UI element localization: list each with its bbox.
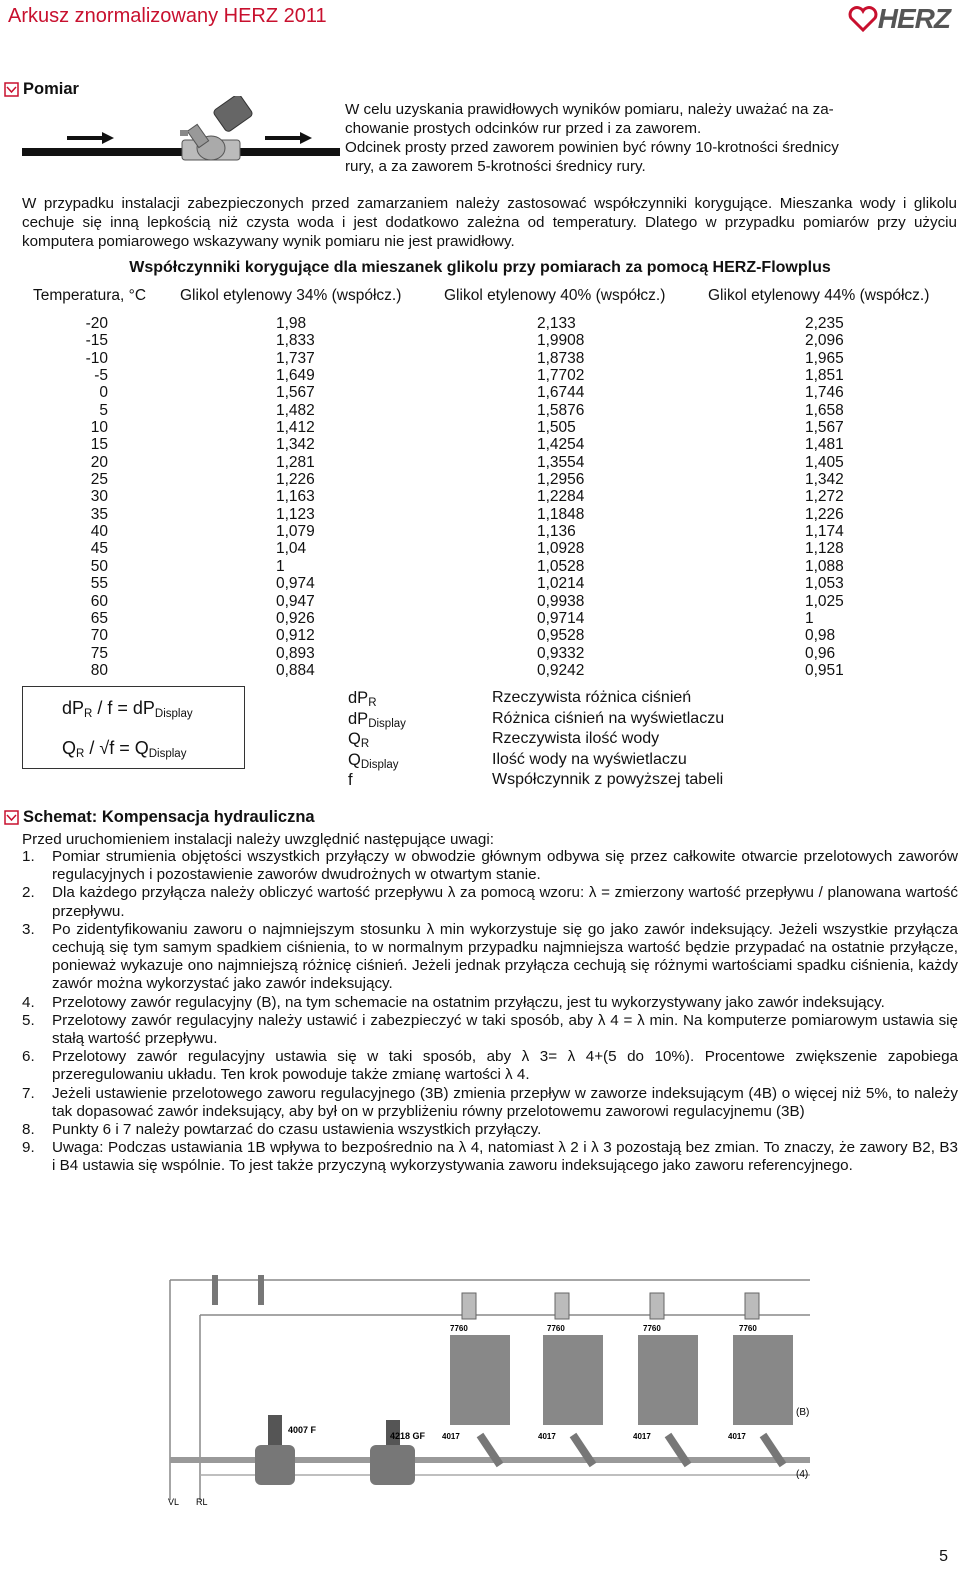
svg-text:7760: 7760: [547, 1324, 565, 1333]
label-rl: RL: [196, 1497, 208, 1507]
glycol34-cell: 1,123: [276, 505, 315, 523]
glycol40-cell: 1,5876: [537, 401, 585, 419]
list-item-text: Przelotowy zawór regulacyjny (B), na tym schemacie na ostatnim przyłączu, jest tu wykorzystywany jako zawór indeksujący.: [52, 993, 885, 1011]
temperature-cell: 75: [90, 644, 108, 662]
svg-text:7760: 7760: [450, 1324, 468, 1333]
glycol44-cell: 0,951: [805, 661, 844, 679]
temperature-cell: 80: [90, 661, 108, 679]
glycol34-cell: 0,974: [276, 575, 315, 593]
temperature-cell: 0: [99, 384, 108, 402]
list-item-text: Dla każdego przyłącza należy obliczyć wartość przepływu λ za pomocą wzoru: λ = zmierzony wartość przepływu / planowana wartość przepływu.: [52, 884, 958, 920]
glycol40-cell: 0,9242: [537, 661, 585, 679]
label-4: (4): [796, 1469, 809, 1480]
radiator-2: [538, 1293, 603, 1465]
radiator-4: [728, 1293, 793, 1465]
svg-text:4017: 4017: [442, 1432, 460, 1441]
legend-description: Współczynnik z powyższej tabeli: [492, 771, 724, 788]
list-item: [20, 1085, 958, 1121]
checkbox-icon: [4, 810, 19, 825]
list-item: [20, 1121, 958, 1139]
glycol34-cell: 1,04: [276, 540, 307, 558]
temperature-cell: 65: [90, 609, 108, 627]
temperature-cell: 15: [90, 436, 108, 454]
glycol34-cell: 1,342: [276, 436, 315, 454]
glycol44-cell: 2,235: [805, 315, 844, 332]
glycol34-cell: 0,893: [276, 644, 315, 662]
temperature-cell: 20: [90, 453, 108, 471]
glycol34-cell: 0,947: [276, 592, 315, 610]
list-item: [20, 1139, 958, 1175]
list-item-text: Punkty 6 i 7 należy powtarzać do czasu ustawienia wszystkich przyłączy.: [52, 1121, 542, 1139]
glycol40-cell: 1,1848: [537, 505, 585, 523]
glycol44-cell: 1,567: [805, 419, 844, 437]
glycol44-cell: 1,481: [805, 436, 844, 454]
glycol44-cell: 1,272: [805, 488, 844, 506]
glycol34-cell: 1,079: [276, 523, 315, 541]
col-header-temperature: Temperatura, °C: [33, 287, 147, 304]
legend-symbols: [348, 688, 406, 791]
glycol34-cell: 1,163: [276, 488, 315, 506]
formula-q: $Q_R / √f = Q_{Display}$: [62, 738, 187, 760]
temperature-cell: -15: [85, 332, 108, 350]
list-item: [20, 994, 958, 1012]
list-item: [20, 1048, 958, 1084]
glycol40-cell: 1,2284: [537, 488, 585, 506]
glycol40-cell: 1,8738: [537, 349, 585, 367]
section-heading-text: Schemat: Kompensacja hydrauliczna: [23, 808, 315, 826]
glycol-paragraph: W przypadku instalacji zabezpieczonych przed zamarzaniem należy zastosować współczynniki korygujące. Mieszanka wody i glikolu cechuje się inną lepkością niż czysta woda i jest dodatkowo zależna od temperatury. Dlatego w przypadku pomiarów przy użyciu komputera pomiarowego wskazywany wynik pomiaru nie jest prawidłowy.: [22, 195, 957, 250]
temperature-cell: 50: [90, 557, 108, 575]
glycol40-cell: 1,2956: [537, 471, 585, 489]
col-header-glycol44: Glikol etylenowy 44% (współcz.): [708, 287, 930, 304]
glycol44-cell: 1,088: [805, 557, 844, 575]
pipe-valve-illustration: [22, 96, 340, 180]
label-4218: 4218 GF: [390, 1431, 426, 1441]
list-item-number: 3.: [22, 920, 35, 938]
temperature-cell: 25: [90, 471, 108, 489]
legend-symbol: $dP_R$: [348, 689, 377, 709]
legend-description: Ilość wody na wyświetlaczu: [492, 750, 687, 768]
glycol34-cell: 1,281: [276, 453, 315, 471]
legend-symbol: $Q_R$: [348, 730, 370, 750]
legend-symbol: $Q_{Display}$: [348, 750, 399, 771]
glycol44-cell: 1,174: [805, 523, 844, 541]
list-item: [20, 1012, 958, 1048]
glycol34-cell: 1,412: [276, 419, 315, 437]
legend-descriptions: [492, 688, 724, 791]
column-glycol44: [805, 315, 844, 679]
list-item-text: Przelotowy zawór regulacyjny należy ustawić i zabezpieczyć w taki sposób, aby λ 4 = λ min. Na komputerze pomiarowym ustawia się stałą wartość przepływu.: [52, 1011, 958, 1048]
glycol40-cell: 0,9528: [537, 627, 585, 645]
list-item-text: Po zidentyfikowaniu zaworu o najmniejszym stosunku λ min wykorzystuje się go jako zawór indeksujący. Jeżeli wszystkie przyłącza cechują się tym samym spadkiem ciśnienia, to w normalnym przypadku najmniejsza wartość będzie przypadać na ostatnie przyłącze, ponieważ wykazuje ono najmniejszą różnicę ciśnień. Jeżeli jednak przyłącza cechują się różnymi wartościami spadku ciśnienia, każdy zawór można wykorzystać jako zawór indeksujący.: [52, 920, 958, 993]
svg-text:4017: 4017: [538, 1432, 556, 1441]
glycol34-cell: 1,649: [276, 367, 315, 385]
glycol34-cell: 0,884: [276, 661, 315, 679]
logo-text: HERZ: [877, 3, 950, 34]
label-vl: VL: [168, 1497, 180, 1507]
schemat-intro: Przed uruchomieniem instalacji należy uwzględnić następujące uwagi:: [22, 831, 494, 848]
svg-text:7760: 7760: [739, 1324, 757, 1333]
glycol40-cell: 1,9908: [537, 332, 585, 350]
document-title: Arkusz znormalizowany HERZ 2011: [8, 5, 327, 27]
glycol40-cell: 1,3554: [537, 453, 585, 471]
svg-text:7760: 7760: [643, 1324, 661, 1333]
glycol44-cell: 1,053: [805, 575, 844, 593]
glycol40-cell: 1,0928: [537, 540, 585, 558]
glycol40-cell: 1,505: [537, 419, 576, 437]
list-item-number: 8.: [22, 1121, 35, 1139]
col-header-glycol34: Glikol etylenowy 34% (współcz.): [180, 287, 402, 304]
temperature-cell: 10: [90, 419, 108, 437]
glycol44-cell: 1,405: [805, 453, 844, 471]
list-item-number: 5.: [22, 1011, 35, 1029]
list-item-number: 1.: [22, 848, 35, 865]
temperature-cell: -5: [94, 367, 108, 385]
section-heading-text: Pomiar: [23, 80, 79, 98]
glycol44-cell: 1,746: [805, 384, 844, 402]
list-item: [20, 884, 958, 920]
radiator-3: [633, 1293, 698, 1465]
glycol34-cell: 1,833: [276, 332, 315, 350]
temperature-cell: 5: [99, 401, 108, 419]
glycol34-cell: 0,926: [276, 609, 315, 627]
list-item-text: Uwaga: Podczas ustawiania 1B wpływa to bezpośrednio na λ 4, natomiast λ 2 i λ 3 pozostają bez zmian. To znaczy, że zawory B2, B3 i B4 ustawia się wspólnie. To jest także przyczyną wykorzystywania zaworu indeksującego jako zaworu referencyjnego.: [52, 1139, 958, 1175]
glycol34-cell: 1,98: [276, 315, 307, 332]
label-4007: 4007 F: [288, 1425, 317, 1435]
glycol44-cell: 1: [805, 609, 814, 627]
checkbox-icon: [4, 82, 19, 97]
glycol40-cell: 1,136: [537, 523, 576, 541]
heart-icon: [848, 6, 878, 32]
section-heading-schemat: [4, 808, 315, 827]
label-b: (B): [796, 1407, 810, 1418]
glycol44-cell: 0,98: [805, 627, 836, 645]
glycol44-cell: 1,226: [805, 505, 844, 523]
instruction-list: [20, 848, 958, 1176]
glycol44-cell: 2,096: [805, 332, 844, 350]
column-glycol40: [537, 315, 584, 679]
glycol40-cell: 2,133: [537, 315, 576, 332]
temperature-cell: 40: [90, 523, 108, 541]
list-item-text: Przelotowy zawór regulacyjny ustawia się w taki sposób, aby λ 3= λ 4+(5 do 10%). Procentowe zwiększenie zapobiega przeregulowaniu układu. Ten krok powoduje także zmianę wartości λ 4.: [52, 1048, 958, 1084]
list-item-number: 6.: [22, 1048, 35, 1066]
glycol40-cell: 1,6744: [537, 384, 585, 402]
glycol44-cell: 1,025: [805, 592, 844, 610]
glycol34-cell: 0,912: [276, 627, 315, 645]
glycol44-cell: 0,96: [805, 644, 836, 662]
legend-description: Różnica ciśnień na wyświetlaczu: [492, 709, 725, 727]
list-item-text: Pomiar strumienia objętości wszystkich przyłączy w obwodzie głównym odbywa się przez całkowite otwarcie przelotowych zaworów regulacyjnych i pozostawienie zaworów dwudrożnych w otwartym stanie.: [52, 848, 958, 884]
temperature-cell: 55: [90, 575, 108, 593]
glycol40-cell: 1,7702: [537, 367, 585, 385]
col-header-glycol40: Glikol etylenowy 40% (współcz.): [444, 287, 666, 304]
temperature-cell: 30: [90, 488, 108, 506]
legend-description: Rzeczywista różnica ciśnień: [492, 689, 692, 706]
glycol40-cell: 0,9332: [537, 644, 585, 662]
glycol40-cell: 1,0214: [537, 575, 585, 593]
glycol34-cell: 1,226: [276, 471, 315, 489]
glycol34-cell: 1,737: [276, 349, 315, 367]
table-title: Współczynniki korygujące dla mieszanek glikolu przy pomiarach za pomocą HERZ-Flowplus: [129, 259, 831, 276]
temperature-cell: 35: [90, 505, 108, 523]
glycol34-cell: 1,567: [276, 384, 315, 402]
temperature-cell: 70: [90, 627, 108, 645]
column-temperature: [20, 315, 108, 679]
page-number: 5: [939, 1548, 948, 1565]
list-item-text: Jeżeli ustawienie przelotowego zaworu regulacyjnego (3B) zmienia przepływ w zaworze indeksującym (4B) o więcej niż 5%, to należy tak dopasować zawór indeksujący, aby był on w przybliżeniu równy przelotowemu zaworowi regulacyjnemu (3B): [52, 1084, 958, 1120]
hydraulic-diagram: [150, 1275, 830, 1515]
glycol40-cell: 0,9938: [537, 592, 585, 610]
glycol34-cell: 1: [276, 557, 285, 575]
measurement-intro: W celu uzyskania prawidłowych wyników pomiaru, należy uważać na za- chowanie prostych odcinków rur przed i za zaworem. Odcinek prosty przed zaworem powinien być równy 10-krotności średnicy rury, a za zaworem 5-krotności średnicy rury.: [345, 101, 839, 175]
glycol44-cell: 1,128: [805, 540, 844, 558]
glycol34-cell: 1,482: [276, 401, 315, 419]
glycol44-cell: 1,851: [805, 367, 844, 385]
temperature-cell: 60: [90, 592, 108, 610]
column-glycol34: [276, 315, 315, 679]
temperature-cell: -10: [85, 349, 108, 367]
list-item: [20, 921, 958, 994]
glycol40-cell: 1,4254: [537, 436, 585, 454]
formula-dp: $dP_R / f = dP_{Display}$: [62, 698, 193, 720]
svg-text:4017: 4017: [728, 1432, 746, 1441]
glycol40-cell: 1,0528: [537, 557, 585, 575]
list-item-number: 7.: [22, 1084, 35, 1102]
list-item-number: 4.: [22, 993, 35, 1011]
radiator-1: [442, 1293, 510, 1465]
svg-text:4017: 4017: [633, 1432, 651, 1441]
glycol44-cell: 1,658: [805, 401, 844, 419]
herz-logo: [848, 3, 950, 35]
glycol40-cell: 0,9714: [537, 609, 585, 627]
list-item-number: 9.: [22, 1139, 35, 1157]
list-item: [20, 848, 958, 884]
temperature-cell: -20: [85, 315, 108, 332]
legend-symbol: f: [348, 771, 353, 789]
list-item-number: 2.: [22, 884, 35, 902]
glycol44-cell: 1,965: [805, 349, 844, 367]
temperature-cell: 45: [90, 540, 108, 558]
glycol44-cell: 1,342: [805, 471, 844, 489]
legend-description: Rzeczywista ilość wody: [492, 730, 660, 747]
legend-symbol: $dP_{Display}$: [348, 709, 406, 730]
